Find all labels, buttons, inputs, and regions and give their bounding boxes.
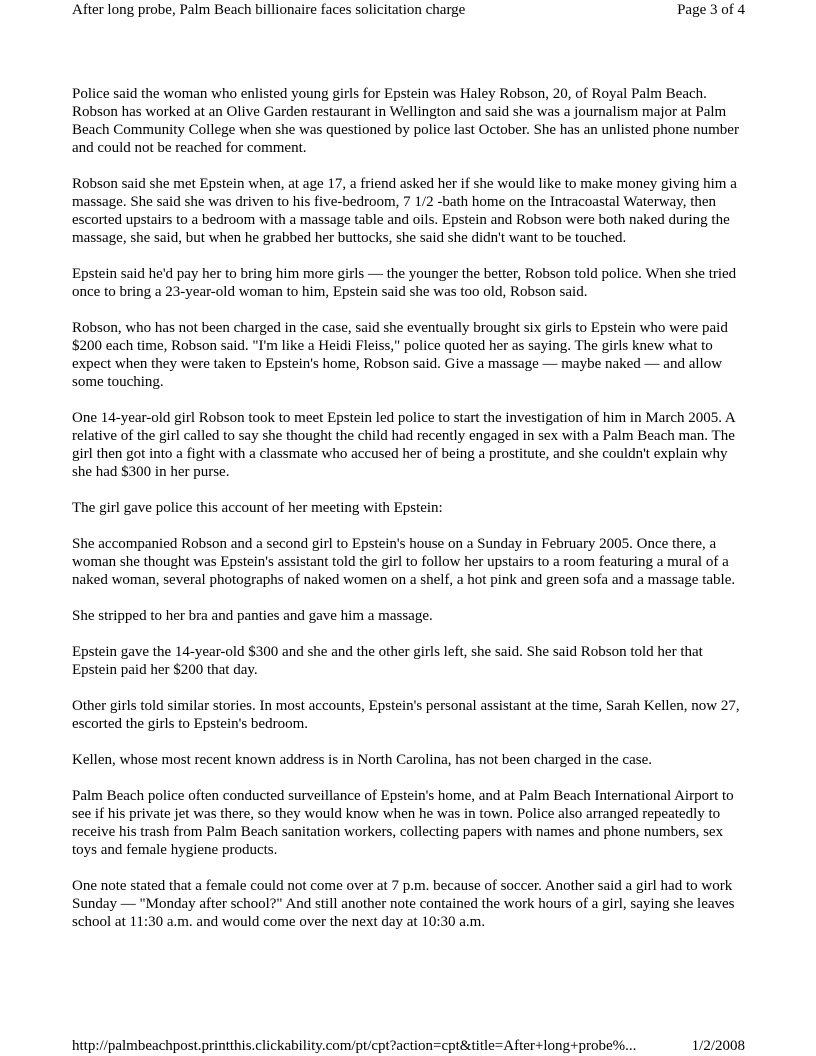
article-title: After long probe, Palm Beach billionaire faces solicitation charge — [72, 2, 466, 18]
print-footer — [72, 1036, 745, 1056]
paragraph: Robson said she met Epstein when, at age 17, a friend asked her if she would like to make money giving him a massage. She said she was driven to his five-bedroom, 7 1/2 -bath home on the Intracoastal Waterway, then escorted upstairs to a bedroom with a massage table and oils. Epstein and Robson were both naked during the massage, she said, but when he grabbed her buttocks, she said she didn't want to be touched. — [72, 176, 737, 246]
paragraph: Police said the woman who enlisted young girls for Epstein was Haley Robson, 20, of Royal Palm Beach. Robson has worked at an Olive Garden restaurant in Wellington and said she was a journalism major at Palm Beach Community College when she was questioned by police last October. She has an unlisted phone number and could not be reached for comment. — [72, 86, 739, 156]
paragraph: Epstein gave the 14-year-old $300 and she and the other girls left, she said. She said Robson told her that Epstein paid her $200 that day. — [72, 644, 703, 678]
print-date: 1/2/2008 — [691, 1038, 745, 1054]
paragraph: She stripped to her bra and panties and gave him a massage. — [72, 608, 433, 624]
paragraph: One 14-year-old girl Robson took to meet Epstein led police to start the investigation of him in March 2005. A relative of the girl called to say she thought the child had recently engaged in sex with a Palm Beach man. The girl then got into a fight with a classmate who accused her of being a prostitute, and she couldn't explain why she had $300 in her purse. — [72, 410, 735, 480]
source-url: http://palmbeachpost.printthis.clickability.com/pt/cpt?action=cpt&title=After+long+probe%... — [72, 1038, 637, 1054]
print-header — [72, 0, 745, 20]
paragraph: Epstein said he'd pay her to bring him more girls — the younger the better, Robson told police. When she tried once to bring a 23-year-old woman to him, Epstein said she was too old, Robson said. — [72, 266, 737, 300]
page-indicator: Page 3 of 4 — [677, 2, 745, 18]
article-body — [72, 85, 746, 949]
paragraph: Other girls told similar stories. In most accounts, Epstein's personal assistant at the time, Sarah Kellen, now 27, escorted the girls to Epstein's bedroom. — [72, 698, 740, 732]
paragraph: Robson, who has not been charged in the case, said she eventually brought six girls to Epstein who were paid $200 each time, Robson said. "I'm like a Heidi Fleiss," police quoted her as saying. The girls knew what to expect when they were taken to Epstein's home, Robson said. Give a massage — maybe naked — and allow some touching. — [72, 320, 728, 390]
paragraph: Palm Beach police often conducted surveillance of Epstein's home, and at Palm Beach International Airport to see if his private jet was there, so they would know when he was in town. Police also arranged repeatedly to receive his trash from Palm Beach sanitation workers, collecting papers with names and phone numbers, sex toys and female hygiene products. — [72, 788, 734, 858]
paragraph: Kellen, whose most recent known address is in North Carolina, has not been charged in the case. — [72, 752, 652, 768]
paragraph: The girl gave police this account of her meeting with Epstein: — [72, 500, 443, 516]
paragraph: One note stated that a female could not come over at 7 p.m. because of soccer. Another said a girl had to work Sunday — "Monday after school?" And still another note contained the work hours of a girl, saying she leaves school at 11:30 a.m. and would come over the next day at 10:30 a.m. — [72, 878, 735, 930]
paragraph: She accompanied Robson and a second girl to Epstein's house on a Sunday in February 2005. Once there, a woman she thought was Epstein's assistant told the girl to follow her upstairs to a room featuring a mural of a naked woman, several photographs of naked women on a shelf, a hot pink and green sofa and a massage table. — [72, 536, 736, 588]
